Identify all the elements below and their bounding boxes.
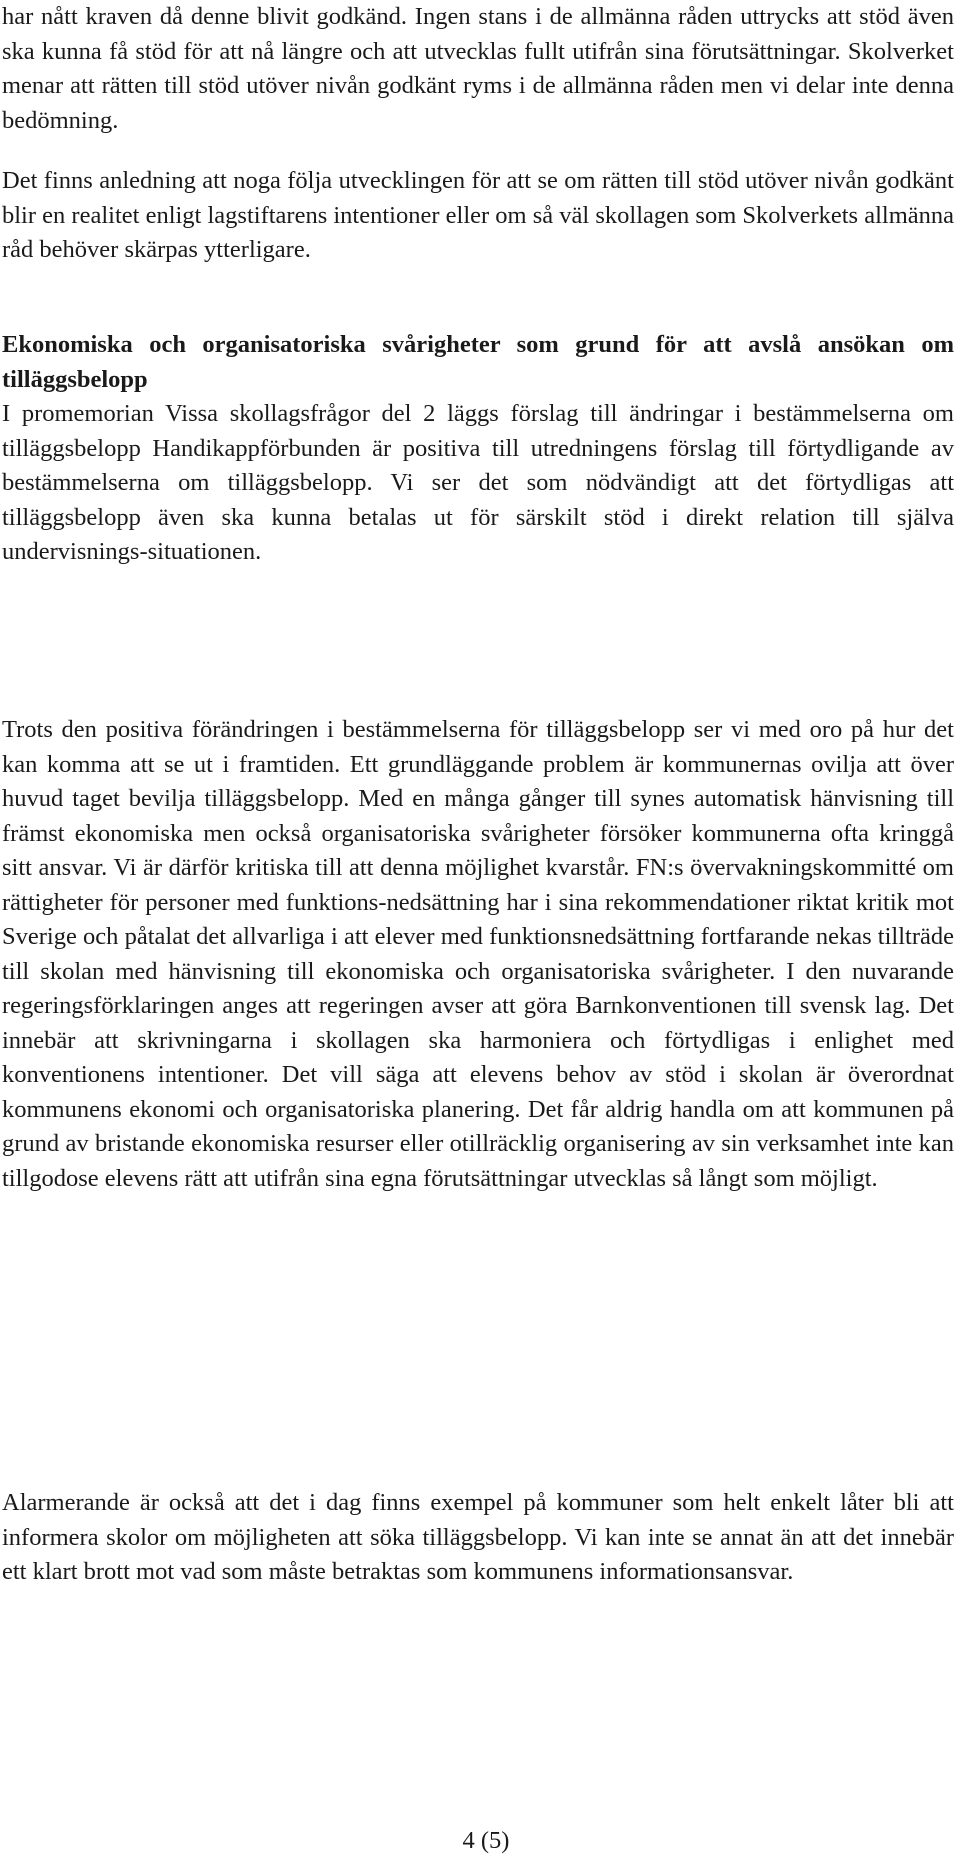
- page-number: 4 (5): [462, 1827, 510, 1854]
- body-paragraph-intro: har nått kraven då denne blivit godkänd. Ingen stans i de allmänna råden uttrycks att stöd även ska kunna få stöd för att nå längre och att utvecklas fullt utifrån sina förutsättningar. Skolverket menar att rätten till stöd utöver nivån godkänt ryms i de allmänna råden men vi delar inte denna bedömning.: [2, 3, 954, 134]
- body-paragraph-alarming: Alarmerande är också att det i dag finns exempel på kommuner som helt enkelt låter bli att informera skolor om möjligheten att söka tilläggsbelopp. Vi kan inte se annat än att det innebär ett klart brott mot vad som måste betraktas som kommunens informationsansvar.: [2, 1489, 954, 1585]
- body-paragraph-concerns: Trots den positiva förändringen i bestämmelserna för tilläggsbelopp ser vi med oro på hur det kan komma att se ut i framtiden. Ett grundläggande problem är kommunernas ovilja att över huvud taget bevilja tilläggsbelopp. Med en många gånger till synes automatisk hänvisning till främst ekonomiska men också organisatoriska svårigheter försöker kommunerna ofta kringgå sitt ansvar. Vi är därför kritiska till att denna möjlighet kvarstår. FN:s övervakningskommitté om rättigheter för personer med funktions-nedsättning har i sina rekommendationer riktat kritik mot Sverige och påtalat det allvarliga i att elever med funktionsnedsättning fortfarande nekas tillträde till skolan med hänvisning till ekonomiska och organisatoriska svårigheter. I den nuvarande regeringsförklaringen anges att regeringen avser att göra Barnkonventionen till svensk lag. Det innebär att skrivningarna i skollagen ska harmoniera och förtydligas i enlighet med konventionens intentioner. Det vill säga att elevens behov av stöd i skolan är överordnat kommunens ekonomi och organisatoriska planering. Det får aldrig handla om att kommunen på grund av bristande ekonomiska resurser eller otillräcklig organisering av sin verksamhet inte kan tillgodose elevens rätt att utifrån sina egna förutsättningar utvecklas så långt som möjligt.: [2, 716, 954, 1192]
- body-paragraph-support-beyond-pass: Det finns anledning att noga följa utvecklingen för att se om rätten till stöd utöver nivån godkänt blir en realitet enligt lagstiftarens intentioner eller om så väl skollagen som Skolverkets allmänna råd behöver skärpas ytterligare.: [2, 167, 954, 263]
- body-paragraph-memorandum: I promemorian Vissa skollagsfrågor del 2 läggs förslag till ändringar i bestämmelserna om tilläggsbelopp Handikappförbunden är positiva till utredningens förslag till förtydligande av bestämmelserna om tilläggsbelopp. Vi ser det som nödvändigt att det förtydligas att tilläggsbelopp även ska kunna betalas ut för särskilt stöd i direkt relation till själva undervisnings-situationen.: [2, 400, 954, 565]
- section-heading: Ekonomiska och organisatoriska svårigheter som grund för att avslå ansökan om tilläggsbelopp: [2, 331, 954, 393]
